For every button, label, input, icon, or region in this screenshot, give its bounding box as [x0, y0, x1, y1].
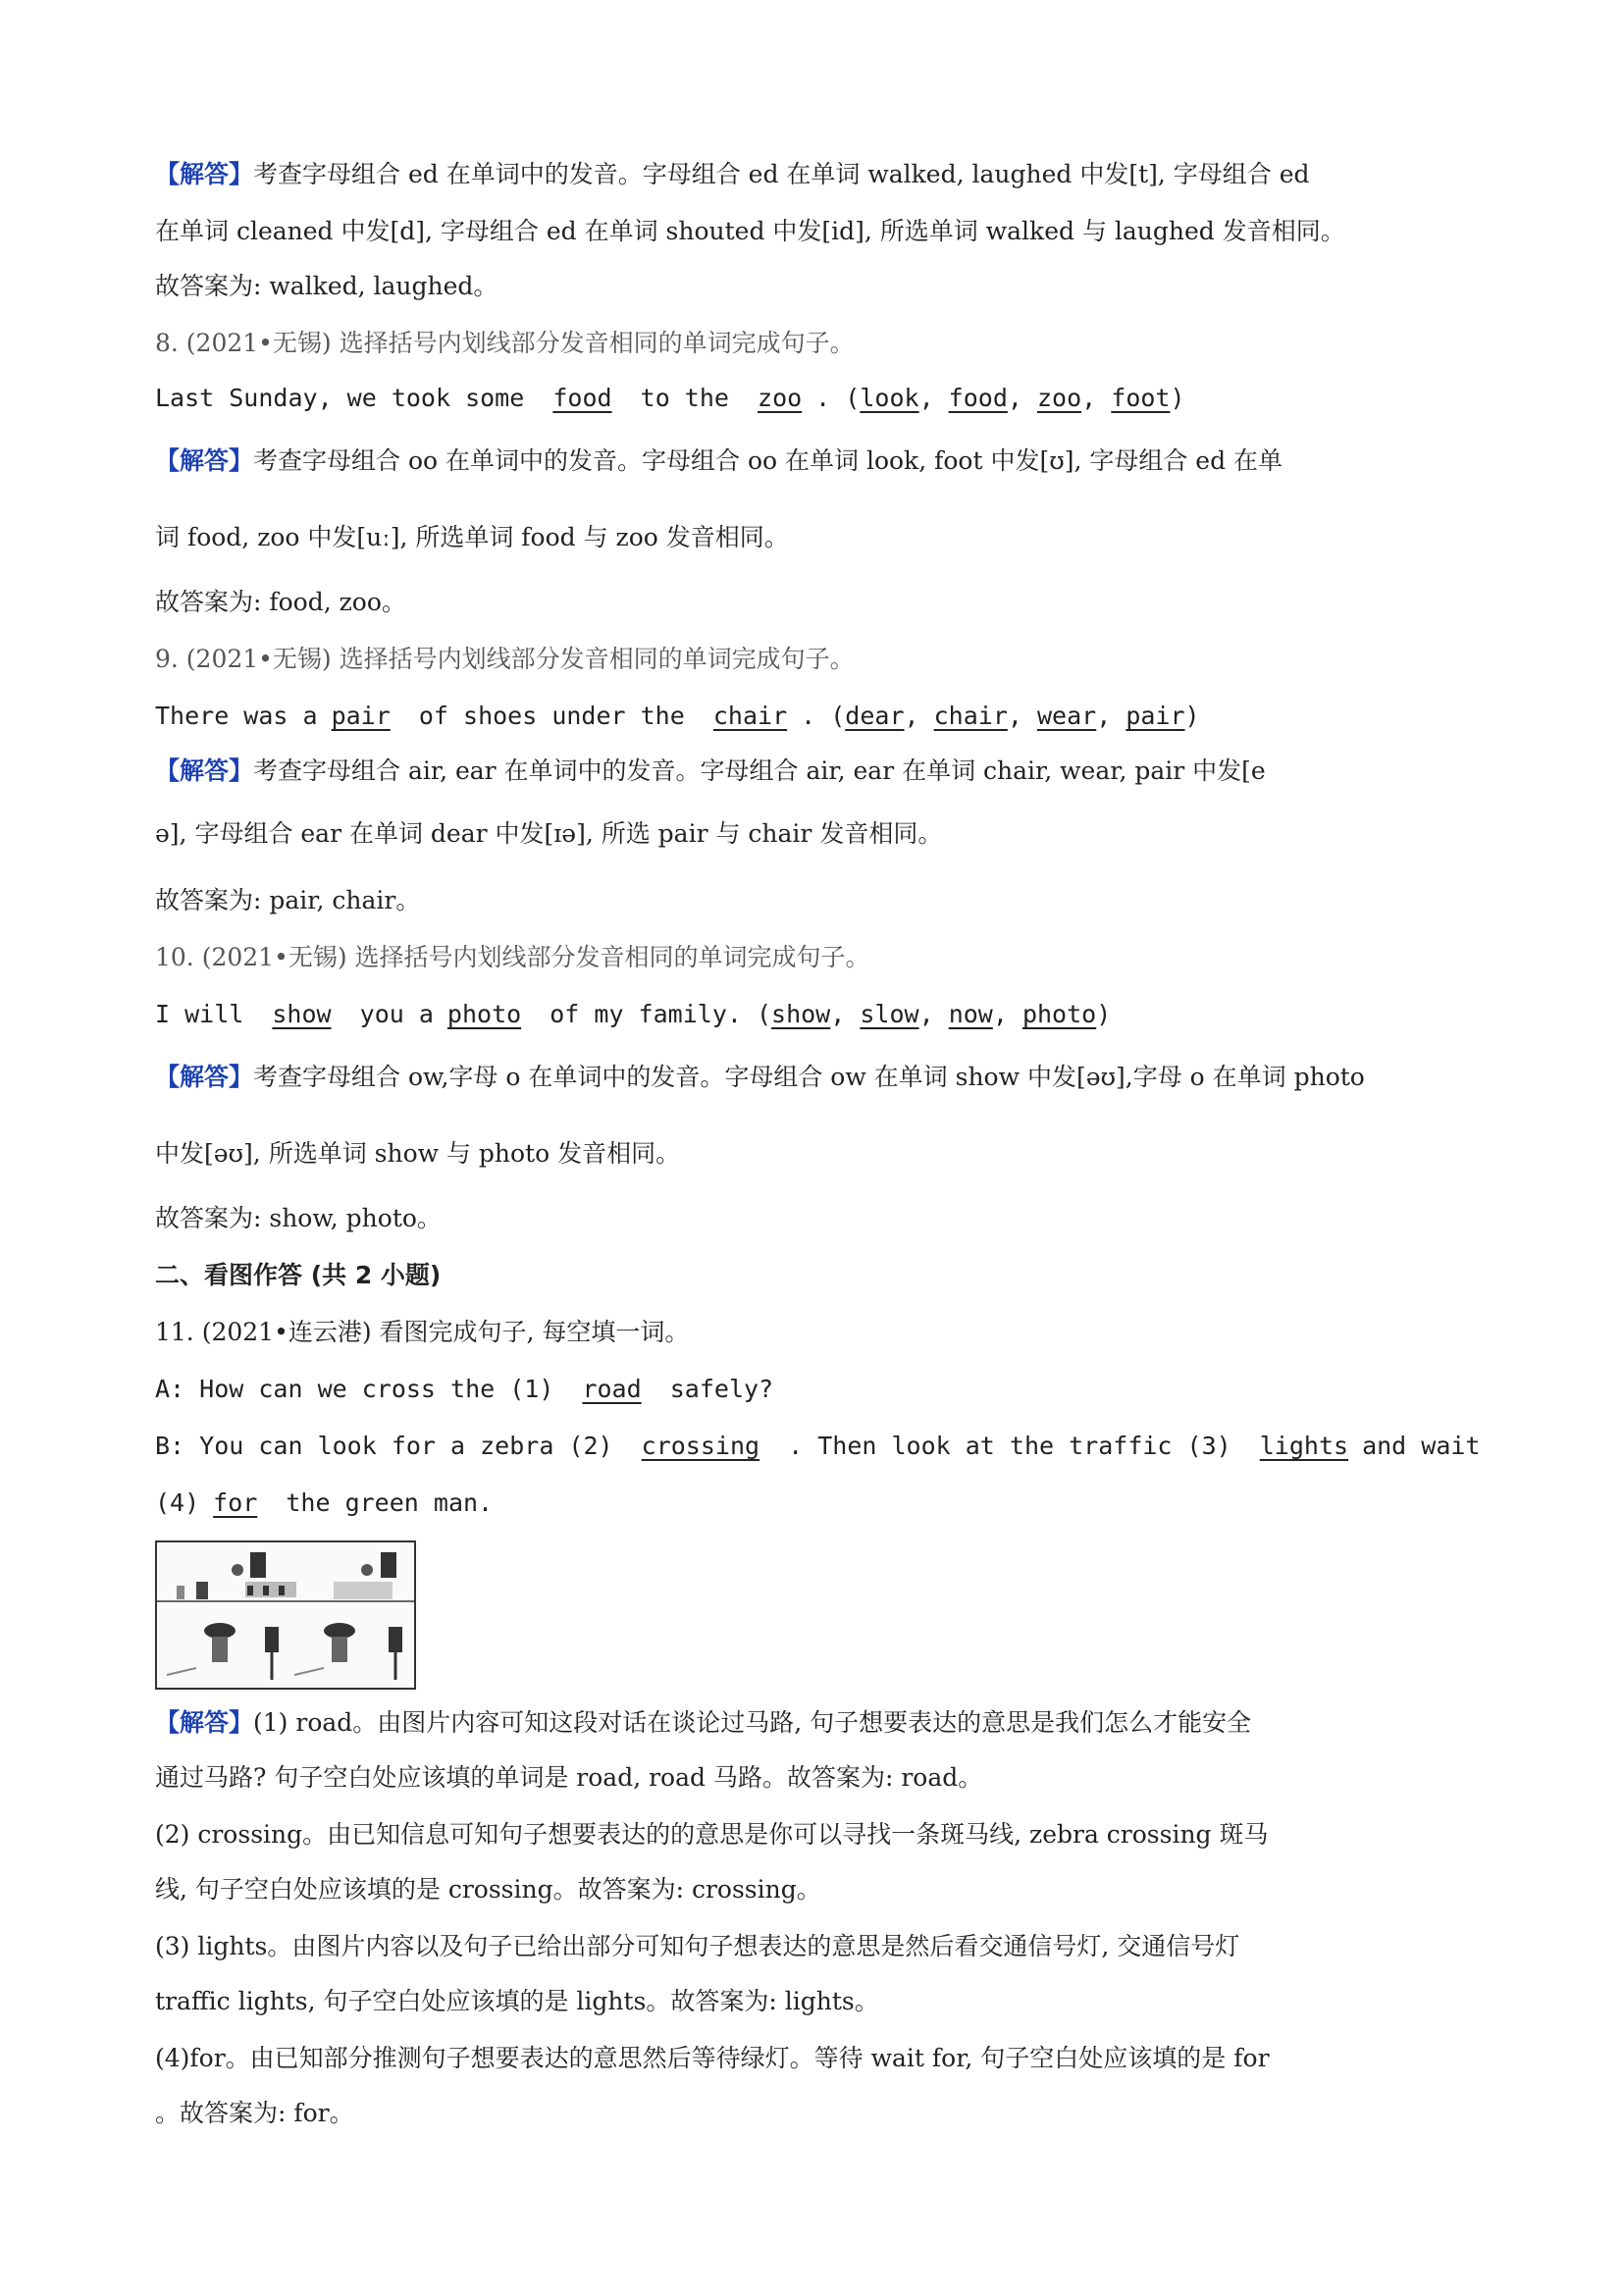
- q9-blank-1: pair: [331, 702, 391, 730]
- q11-explanation-3a: (3) lights。由图片内容以及句子已给出部分可知句子想表达的意思是然后看交通信号灯, 交通信号灯: [155, 1932, 1240, 1960]
- q7-explanation-text-1: 考查字母组合 ed 在单词中的发音。字母组合 ed 在单词 walked, laughed 中发[t], 字母组合 ed: [253, 160, 1310, 188]
- q10-explanation-line-1: [155, 1060, 1365, 1095]
- q7-explanation-line-1: [155, 157, 1310, 192]
- q10-text-a: I will: [155, 1000, 244, 1028]
- q8-explanation-line-2: 词 food, zoo 中发[uː], 所选单词 food 与 zoo 发音相同。: [155, 523, 789, 551]
- q10-option-3: now: [948, 1000, 993, 1028]
- q11-a-text: A: How can we cross the (1): [155, 1375, 554, 1403]
- q11-c-end: the green man.: [286, 1488, 494, 1517]
- q11-b-text: B: You can look for a zebra (2): [155, 1432, 613, 1460]
- answer-tag: 【解答】: [155, 1063, 254, 1091]
- answer-tag: 【解答】: [155, 446, 254, 475]
- q8-sentence: Last Sunday, we took some food to the zoo . (look, food, zoo, foot): [155, 381, 1185, 416]
- traffic-illustration: [155, 1540, 416, 1690]
- q10-option-2: slow: [860, 1000, 919, 1028]
- q11-blank-1: road: [582, 1375, 642, 1403]
- q9-blank-2: chair: [712, 702, 788, 730]
- q7-explanation-line-2: 在单词 cleaned 中发[d], 字母组合 ed 在单词 shouted 中发[id], 所选单词 walked 与 laughed 发音相同。: [155, 217, 1345, 245]
- q8-blank-1: food: [552, 384, 612, 412]
- q11-explanation-4a: (4)for。由已知部分推测句子想要表达的意思然后等待绿灯。等待 wait for, 句子空白处应该填的是 for: [155, 2044, 1270, 2072]
- q9-text-c: .: [801, 702, 816, 730]
- q9-option-1: dear: [845, 702, 905, 730]
- answer-tag: 【解答】: [155, 757, 254, 785]
- q11-line-c: [155, 1486, 493, 1521]
- q11-c-start: (4): [155, 1488, 200, 1517]
- q11-b-end: and wait: [1362, 1432, 1481, 1460]
- section-2-title: 二、看图作答 (共 2 小题): [155, 1261, 442, 1289]
- q10-blank-2: photo: [446, 1000, 522, 1028]
- q9-text-b: of shoes under the: [418, 702, 685, 730]
- q11-line-b: [155, 1429, 1480, 1464]
- q9-option-3: wear: [1037, 702, 1097, 730]
- q11-exp-1a-text: (1) road。由图片内容可知这段对话在谈论过马路, 句子想要表达的意思是我们怎么才能安全: [253, 1708, 1252, 1737]
- q10-header: 10. (2021•无锡) 选择括号内划线部分发音相同的单词完成句子。: [155, 943, 870, 971]
- q10-option-1: show: [771, 1000, 831, 1028]
- q11-explanation-1b: 通过马路? 句子空白处应该填的单词是 road, road 马路。故答案为: road。: [155, 1763, 983, 1792]
- q8-blank-2: zoo: [758, 384, 803, 412]
- q9-header: 9. (2021•无锡) 选择括号内划线部分发音相同的单词完成句子。: [155, 645, 855, 673]
- q11-explanation-1a: [155, 1705, 1251, 1741]
- q9-explanation-line-2: ə], 字母组合 ear 在单词 dear 中发[ɪə], 所选 pair 与 chair 发音相同。: [155, 819, 943, 848]
- q10-answer: 故答案为: show, photo。: [155, 1204, 442, 1232]
- q11-b-mid: . Then look at the traffic (3): [788, 1432, 1231, 1460]
- q11-explanation-4b: 。故答案为: for。: [155, 2099, 354, 2127]
- q9-answer: 故答案为: pair, chair。: [155, 886, 421, 914]
- q11-explanation-3b: traffic lights, 句子空白处应该填的是 lights。故答案为: lights。: [155, 1987, 879, 2015]
- q8-text-b: to the: [640, 384, 729, 412]
- q9-explanation-line-1: [155, 754, 1266, 789]
- q11-blank-3: lights: [1259, 1432, 1349, 1460]
- q8-option-2: food: [948, 384, 1008, 412]
- q8-header: 8. (2021•无锡) 选择括号内划线部分发音相同的单词完成句子。: [155, 329, 855, 357]
- q8-answer: 故答案为: food, zoo。: [155, 588, 406, 616]
- q11-blank-2: crossing: [641, 1432, 760, 1460]
- answer-tag: 【解答】: [155, 160, 254, 188]
- q11-a-end: safely?: [669, 1375, 774, 1403]
- q9-text-a: There was a: [155, 702, 318, 730]
- answer-tag: 【解答】: [155, 1708, 254, 1737]
- q10-text-c: of my family.: [550, 1000, 742, 1028]
- q11-explanation-2b: 线, 句子空白处应该填的是 crossing。故答案为: crossing。: [155, 1875, 821, 1904]
- q8-text-c: .: [815, 384, 831, 412]
- q11-blank-4: for: [213, 1488, 258, 1517]
- q7-answer: 故答案为: walked, laughed。: [155, 272, 498, 300]
- q10-explanation-line-2: 中发[əʊ], 所选单词 show 与 photo 发音相同。: [155, 1139, 681, 1168]
- q10-explanation-text-1: 考查字母组合 ow,字母 o 在单词中的发音。字母组合 ow 在单词 show 中发[əʊ],字母 o 在单词 photo: [253, 1063, 1365, 1091]
- q9-explanation-text-1: 考查字母组合 air, ear 在单词中的发音。字母组合 air, ear 在单词 chair, wear, pair 中发[e: [253, 757, 1266, 785]
- q8-explanation-text-1: 考查字母组合 oo 在单词中的发音。字母组合 oo 在单词 look, foot 中发[ʊ], 字母组合 ed 在单: [253, 446, 1283, 475]
- q10-text-b: you a: [359, 1000, 434, 1028]
- traffic-scene-icon: [157, 1542, 414, 1688]
- q10-sentence: I will show you a photo of my family. (show, slow, now, photo): [155, 997, 1111, 1032]
- q8-text-a: Last Sunday, we took some: [155, 384, 525, 412]
- q10-blank-1: show: [272, 1000, 332, 1028]
- q9-option-2: chair: [933, 702, 1008, 730]
- q9-sentence: There was a pair of shoes under the chair . (dear, chair, wear, pair): [155, 699, 1200, 734]
- q8-options: look, food, zoo, foot: [860, 384, 1171, 412]
- q8-option-3: zoo: [1037, 384, 1082, 412]
- q8-explanation-line-1: [155, 444, 1283, 479]
- q11-header: 11. (2021•连云港) 看图完成句子, 每空填一词。: [155, 1318, 690, 1346]
- q11-line-a: [155, 1372, 773, 1407]
- q11-explanation-2a: (2) crossing。由已知信息可知句子想要表达的的意思是你可以寻找一条斑马线, zebra crossing 斑马: [155, 1820, 1269, 1849]
- q10-option-4: photo: [1021, 1000, 1097, 1028]
- q9-option-4: pair: [1126, 702, 1185, 730]
- q8-option-4: foot: [1111, 384, 1171, 412]
- q8-option-1: look: [860, 384, 919, 412]
